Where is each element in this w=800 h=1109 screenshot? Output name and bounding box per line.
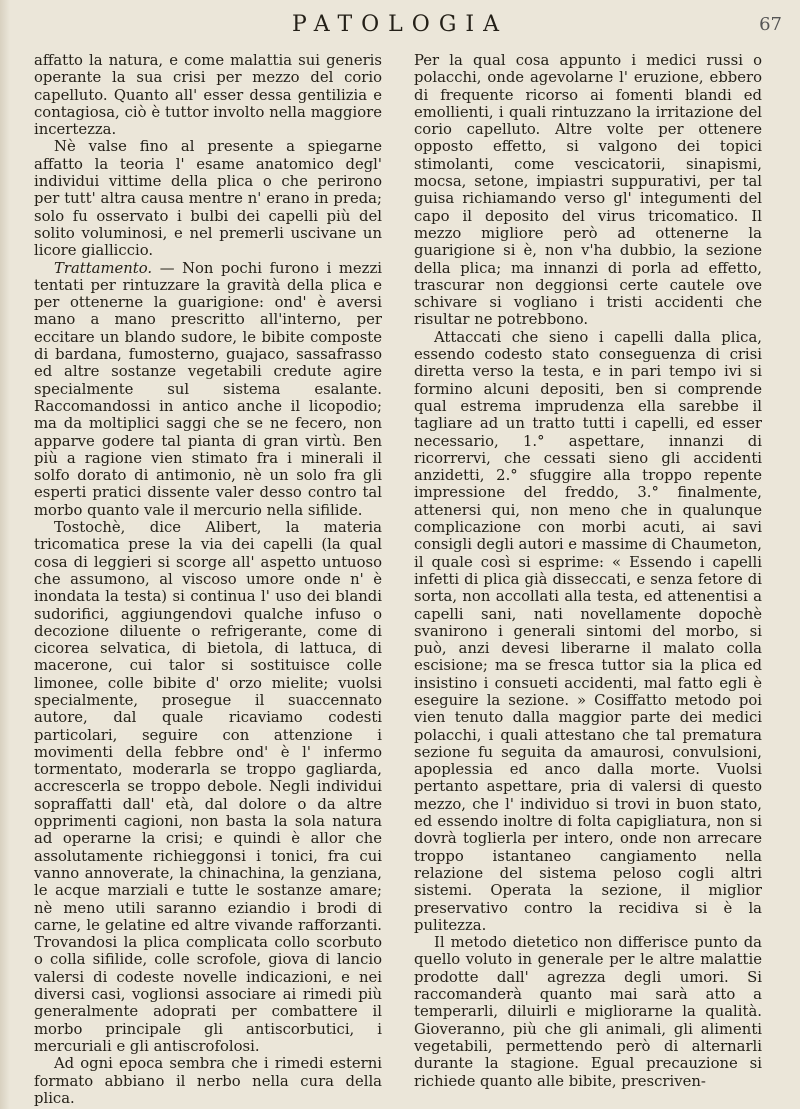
right-column [414,52,762,1090]
left-paragraph-3-text: — Non pochi furono i mezzi tentati per rintuzzare la gravità della plica e per ottenerne la guarigione: ond' è aversi mano a mano prescritto all'interno, per eccitare un blando sudore, le bibite composte di bardana, fumosterno, guajaco, sassafrasso ed altre sostanze vegetabili credute agire specialmente sul sistema esalante. Raccomandossi in antico anche il licopodio; ma da moltiplici saggi che se ne fecero, non apparve godere tal pianta di gran virtù. Ben più a ragione vien stimato fra i minerali il solfo dorato di antimonio, nè un solo fra gli esperti pratici dissente valer desso contro tal morbo quanto vale il mercurio nella sifilide. [34,259,382,519]
section-label-trattamento: Trattamento. [54,259,153,277]
page-gutter-shadow [0,0,10,1109]
right-paragraph-2: Attaccati che sieno i capelli dalla plica, essendo codesto stato conseguenza di crisi diretta verso la testa, e in pari tempo ivi si formino alcuni depositi, ben si comprende qual estrema imprudenza ella sarebbe il tagliare ad un tratto tutti i capelli, ed esser necessario, 1.° aspettare, innanzi di ricorrervi, che cessati sieno gli accidenti anzidetti, 2.° sfuggire alla troppo repente impressione del freddo, 3.° finalmente, attenersi qui, non meno che in qualunque complicazione con morbi acuti, ai savi consigli degli autori e massime di Chaumeton, il quale così si esprime: « Essendo i capelli infetti di plica già disseccati, e senza fetore di sorta, non accollati alla testa, ed attenentisi a capelli sani, nati novellamente dopochè svanirono i generali sintomi del morbo, si può, anzi devesi liberarne il malato colla escisione; ma se fresca tuttor sia la plica ed insistino i consueti accidenti, mal fatto egli è eseguire la sezione. » Cosiffatto metodo poi vien tenuto dalla maggior parte dei medici polacchi, i quali attestano che tal prematura sezione fu seguita da amaurosi, convulsioni, apoplessia ed anco dalla morte. Vuolsi pertanto aspettare, pria di valersi di questo mezzo, che l' individuo si trovi in buon stato, ed essendo inoltre di folta capigliatura, non si dovrà toglierla per intero, onde non arrecare troppo istantaneo cangiamento nella relazione del sistema peloso cogli altri sistemi. Operata la sezione, il miglior preservativo contro la recidiva si è la pulitezza. [414,328,762,934]
left-paragraph-1: affatto la natura, e come malattia sui generis operante la sua crisi per mezzo del corio capelluto. Quanto all' esser dessa gentilizia e contagiosa, ciò è tuttor involto nella maggiore incertezza. [34,52,382,139]
right-paragraph-3: Il metodo dietetico non differisce punto da quello voluto in generale per le altre malattie prodotte dall' agrezza degli umori. Si raccomanderà quanto mai sarà atto a temperarli, diluirli e migliorarne la qualità. Gioveranno, più che gli animali, gli alimenti vegetabili, permettendo però di alternarli durante la stagione. Egual precauzione si richiede quanto alle bibite, prescriven- [414,934,762,1090]
left-paragraph-4: Tostochè, dice Alibert, la materia tricomatica prese la via dei capelli (la qual cosa di leggieri si scorge all' aspetto untuoso che assumono, al viscoso umore onde n' è inondata la testa) si continua l' uso dei blandi sudorifici, aggiungendovi qualche infuso o decozione diluente o refrigerante, come di cicorea selvatica, di bietola, di lattuca, di macerone, cui talor si sostituisce colle limonee, colle bibite d' orzo mielite; vuolsi specialmente, prosegue il suaccennato autore, dal quale ricaviamo codesti particolari, seguire con attenzione i movimenti della febbre ond' è l' infermo tormentato, moderarla se troppo gagliarda, accrescerla se troppo debole. Negli individui sopraffatti dall' età, dal dolore o da altre opprimenti cagioni, non basta la sola natura ad operarne la crisi; e quindi è allor che assolutamente richieggonsi i tonici, fra cui vanno annoverate, la chinachina, la genziana, le acque marziali e tutte le sostanze amare; nè meno utili saranno eziandio i brodi di carne, le gelatine ed altre vivande rafforzanti. Trovandosi la plica complicata collo scorbuto o colla sifilide, colle scrofole, giova di lancio valersi di codeste novelle indicazioni, e nei diversi casi, voglionsi associare ai rimedi più generalmente adoprati per combattere il morbo principale gli antiscorbutici, i mercuriali e gli antiscrofolosi. [34,519,382,1055]
left-paragraph-5: Ad ogni epoca sembra che i rimedi esterni formato abbiano il nerbo nella cura della plica. [34,1055,382,1107]
page-number: 67 [759,14,782,35]
right-paragraph-1: Per la qual cosa appunto i medici russi o polacchi, onde agevolarne l' eruzione, ebbero di frequente ricorso ai fomenti blandi ed emollienti, i quali rintuzzano la irritazione del corio capelluto. Altre volte per ottenere opposto effetto, si valgono dei topici stimolanti, come vescicatorii, sinapismi, mocsa, setone, impiastri suppurativi, per tal guisa richiamando verso gl' integumenti del capo il deposito del virus tricomatico. Il mezzo migliore però ad ottenerne la guarigione si è, non v'ha dubbio, la sezione della plica; ma innanzi di porla ad effetto, trascurar non deggionsi certe cautele ove schivare si vogliano i tristi accidenti che risultar ne potrebbono. [414,52,762,329]
left-paragraph-2: Nè valse fino al presente a spiegarne affatto la teoria l' esame anatomico degl' individui vittime della plica o che perirono per tutt' altra causa mentre n' erano in preda; solo fu osservato i bulbi dei capelli più del solito voluminosi, e nel premerli uscivane un licore gialliccio. [34,138,382,260]
left-paragraph-3 [34,260,382,519]
left-column [34,52,382,1107]
page-header [0,12,800,46]
running-title: PATOLOGIA [292,12,508,37]
